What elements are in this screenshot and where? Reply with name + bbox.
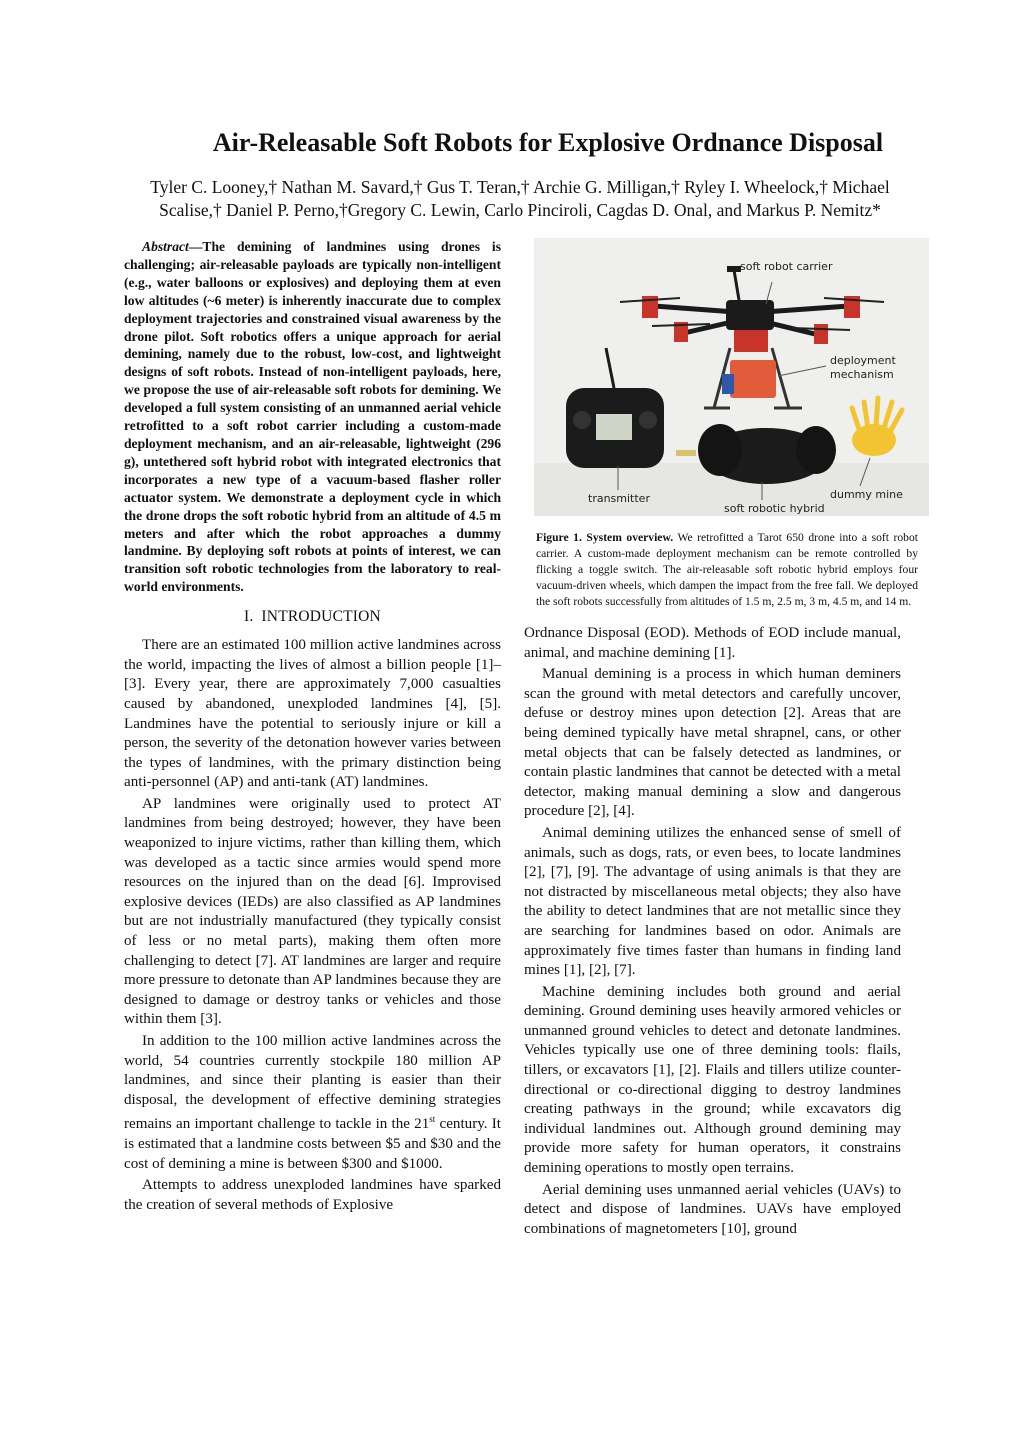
intro-paragraph-3 [124, 1032, 501, 1174]
authors-line-1: Tyler C. Looney,† Nathan M. Savard,† Gus T. Teran,† Archie G. Milligan,† Ryley I. Wheelock,† Michael [150, 177, 890, 197]
authors-line-2: Scalise,† Daniel P. Perno,†Gregory C. Lewin, Carlo Pinciroli, Cagdas D. Onal, and Markus P. Nemitz* [159, 200, 881, 220]
right-column [524, 238, 918, 1241]
abstract-label: Abstract [142, 239, 189, 254]
intro-p3-part-b: century. It is estimated that a landmine costs between $5 and $30 and the cost of demining a mine is between $300 and $1000. [124, 1116, 501, 1172]
intro-paragraph-7: Animal demining utilizes the enhanced sense of smell of animals, such as dogs, rats, or even bees, to locate landmines [2], [7], [9]. The advantage of using animals is that they are not distracted by miscellaneous metal objects; they also have the ability to detect landmines that are not metallic since they are searching for landmines based on odor. Animals are approximately five times faster than humans in finding land mines [1], [2], [7]. [524, 824, 901, 979]
caption-text: We retrofitted a Tarot 650 drone into a soft robot carrier. A custom-made deployment mechanism can be remote controlled by flicking a toggle switch. The air-releasable soft robotic hybrid employs four vacuum-driven wheels, which dampen the impact from the free fall. We deployed the soft robots successfully from altitudes of 1.5 m, 2.5 m, 3 m, 4.5 m, and 14 m. [536, 531, 918, 608]
figure-1-caption [536, 530, 918, 610]
label-soft-robotic-hybrid: soft robotic hybrid [724, 502, 825, 515]
author-list [110, 176, 930, 222]
label-transmitter: transmitter [588, 492, 650, 505]
abstract-text: The demining of landmines using drones is challenging; air-releasable payloads are typically non-intelligent (e.g., water balloons or explosives) and deploying them at even low altitudes (~6 meter) is inherently inaccurate due to complex deployment trajectories and constrained visual awareness by the drone pilot. Soft robotics offers a unique approach for aerial demining, namely due to the robust, low-cost, and lightweight designs of soft robots. Instead of non-intelligent payloads, here, we propose the use of air-releasable soft robots for demining. We developed a full system consisting of an unmanned aerial vehicle retrofitted to a soft robot carrier including a custom-made deployment mechanism, and an air-releasable, lightweight (296 g), untethered soft hybrid robot with integrated electronics that incorporates a new type of a vacuum-based flasher roller actuator system. We demonstrate a deployment cycle in which the drone drops the soft robotic hybrid from an altitude of 4.5 m meters and after which the robot approaches a dummy landmine. By deploying soft robots at points of interest, we can transition soft robotic technologies from the laboratory to real-world environments. [124, 239, 501, 595]
label-deployment-mechanism: deployment mechanism [830, 354, 896, 381]
intro-p3-part-a: In addition to the 100 million active landmines across the world, 54 countries currently stockpile 180 million AP landmines, and since their planting is easier than their disposal, the development of effective demining strategies remains an important challenge to tackle in the 21 [124, 1033, 501, 1133]
intro-paragraph-5: Ordnance Disposal (EOD). Methods of EOD include manual, animal, and machine demining [1]. [524, 625, 901, 661]
section-heading-introduction: I. INTRODUCTION [244, 608, 381, 626]
label-dummy-mine: dummy mine [830, 488, 903, 501]
intro-paragraph-6: Manual demining is a process in which human deminers scan the ground with metal detectors and carefully uncover, defuse or destroy mines upon detection [2]. Areas that are being demined typically have metal shrapnel, cans, or other metal objects that can be falsely detected as landmines, or contain plastic landmines that cannot be detected with a metal detector, making manual demining a slow and dangerous procedure [2], [4]. [524, 666, 901, 820]
left-column [124, 238, 501, 1217]
intro-paragraph-9: Aerial demining uses unmanned aerial vehicles (UAVs) to detect and dispose of landmines. UAVs have employed combinations of magnetometers [10], ground [524, 1181, 901, 1237]
paper-title: Air-Releasable Soft Robots for Explosive Ordnance Disposal [212, 128, 884, 157]
caption-label: Figure 1. System overview. [536, 531, 674, 544]
intro-paragraph-1: There are an estimated 100 million active landmines across the world, impacting the lives of almost a billion people [1]– [3]. Every year, there are approximately 7,000 casualties caused by abandoned, unexploded landmines [4], [5]. Landmines have the potential to seriously injure or kill a person, the severity of the detonation however varies between the types of landmines, with the primary distinction being anti-personnel (AP) and anti-tank (AT) landmines. [124, 637, 501, 791]
intro-p3-superscript: st [429, 1114, 436, 1125]
abstract-dash: — [188, 239, 203, 254]
figure-1-image [534, 238, 929, 516]
intro-paragraph-8: Machine demining includes both ground and aerial demining. Ground demining uses heavily armored vehicles or unmanned ground vehicles to detect and detonate landmines. Vehicles typically use one of three demining tools: flails, tillers, or excavators [1], [2]. Flails and tillers utilize counter- directional or co-directional digging to destroy landmines creating pathways in the ground; while excavators dig individual landmines out. Although ground demining may provide more safety for human operators, it constrains demining operations to mostly open terrains. [524, 983, 901, 1177]
abstract [124, 238, 501, 596]
intro-paragraph-2: AP landmines were originally used to protect AT landmines from being destroyed; however, they have been weaponized to injure victims, rather than killing them, which was developed as a tactic since armies would spend more resources on the injured than on the dead [6]. Improvised explosive devices (IEDs) are also classified as AP landmines but are not industrially manufactured (they typically consist of less or no metal parts), making them often more challenging to detect [7]. AT landmines are larger and require more pressure to detonate than AP landmines because they are designed to damage or destroy tanks or vehicles and those within them [3]. [124, 795, 501, 1028]
intro-paragraph-4: Attempts to address unexploded landmines have sparked the creation of several methods of Explosive [124, 1177, 501, 1213]
label-soft-robot-carrier: soft robot carrier [740, 260, 833, 273]
